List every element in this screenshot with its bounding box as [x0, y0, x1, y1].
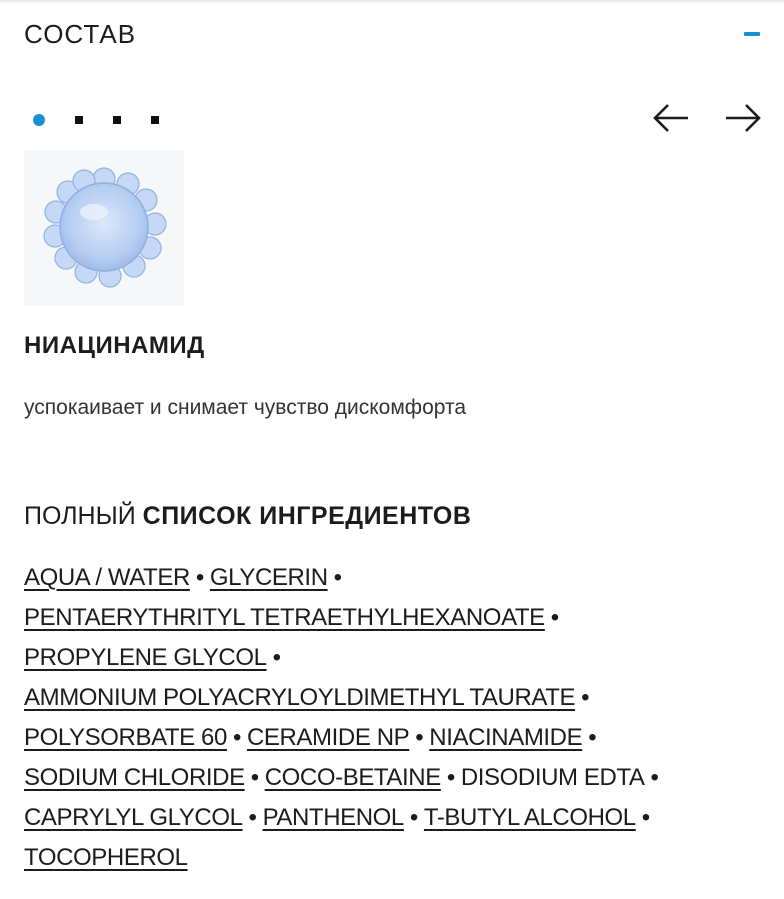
- top-shadow: [0, 0, 784, 4]
- ingredients-list: [24, 558, 764, 878]
- ingredient-link[interactable]: AQUA / WATER: [24, 564, 190, 591]
- section-header[interactable]: [24, 14, 760, 54]
- minus-icon: [744, 32, 760, 36]
- full-list-title: [24, 502, 471, 531]
- ingredient-link[interactable]: PENTAERYTHRITYL TETRAETHYLHEXANOATE: [24, 604, 545, 631]
- ingredient-link[interactable]: CAPRYLYL GLYCOL: [24, 804, 243, 831]
- separator-bullet: •: [272, 644, 281, 671]
- arrow-right-icon[interactable]: [722, 100, 762, 136]
- pagination-dot-1[interactable]: [33, 114, 45, 126]
- separator-bullet: •: [588, 724, 597, 751]
- carousel-pagination: [33, 114, 189, 126]
- ingredient-link[interactable]: PROPYLENE GLYCOL: [24, 644, 267, 671]
- separator-bullet: •: [250, 764, 259, 791]
- separator-bullet: •: [409, 804, 418, 831]
- separator-bullet: •: [195, 564, 204, 591]
- arrow-left-icon[interactable]: [652, 100, 692, 136]
- separator-bullet: •: [232, 724, 241, 751]
- ingredient-link[interactable]: SODIUM CHLORIDE: [24, 764, 245, 791]
- ingredient-row: [24, 558, 764, 598]
- ingredient-row: [24, 758, 764, 798]
- pagination-dot-2[interactable]: [75, 116, 83, 124]
- pagination-dot-3[interactable]: [113, 116, 121, 124]
- ingredient-link[interactable]: GLYCERIN: [209, 564, 328, 591]
- ingredient-text: DISODIUM EDTA: [460, 764, 645, 791]
- ingredient-image: [24, 150, 184, 306]
- ingredient-description: успокаивает и снимает чувство дискомфорта: [24, 396, 467, 419]
- separator-bullet: •: [581, 684, 590, 711]
- separator-bullet: •: [550, 604, 559, 631]
- ingredient-link[interactable]: T-BUTYL ALCOHOL: [423, 804, 636, 831]
- ingredient-link[interactable]: AMMONIUM POLYACRYLOYLDIMETHYL TAURATE: [24, 684, 576, 711]
- full-list-title-light: ПОЛНЫЙ: [24, 502, 136, 530]
- ingredient-row: [24, 838, 764, 878]
- section-title: СОСТАВ: [24, 18, 137, 49]
- ingredient-link[interactable]: POLYSORBATE 60: [24, 724, 227, 751]
- ingredient-link[interactable]: TOCOPHEROL: [24, 844, 188, 871]
- ingredient-row: [24, 718, 764, 758]
- separator-bullet: •: [248, 804, 257, 831]
- separator-bullet: •: [641, 804, 650, 831]
- separator-bullet: •: [446, 764, 455, 791]
- pagination-dot-4[interactable]: [151, 116, 159, 124]
- ingredient-link[interactable]: COCO-BETAINE: [264, 764, 441, 791]
- ingredient-row: [24, 798, 764, 838]
- ingredient-row: [24, 638, 764, 678]
- ingredient-link[interactable]: PANTHENOL: [262, 804, 404, 831]
- separator-bullet: •: [415, 724, 424, 751]
- ingredient-name: НИАЦИНАМИД: [24, 332, 205, 359]
- separator-bullet: •: [650, 764, 659, 791]
- carousel-arrows: [622, 100, 762, 136]
- ingredient-row: [24, 678, 764, 718]
- ingredient-link[interactable]: NIACINAMIDE: [429, 724, 583, 751]
- ingredient-link[interactable]: CERAMIDE NP: [246, 724, 410, 751]
- full-list-title-bold: СПИСОК ИНГРЕДИЕНТОВ: [142, 502, 472, 530]
- separator-bullet: •: [333, 564, 342, 591]
- molecule-bubble-icon: [24, 150, 184, 306]
- collapse-button[interactable]: [732, 20, 760, 48]
- ingredient-row: [24, 598, 764, 638]
